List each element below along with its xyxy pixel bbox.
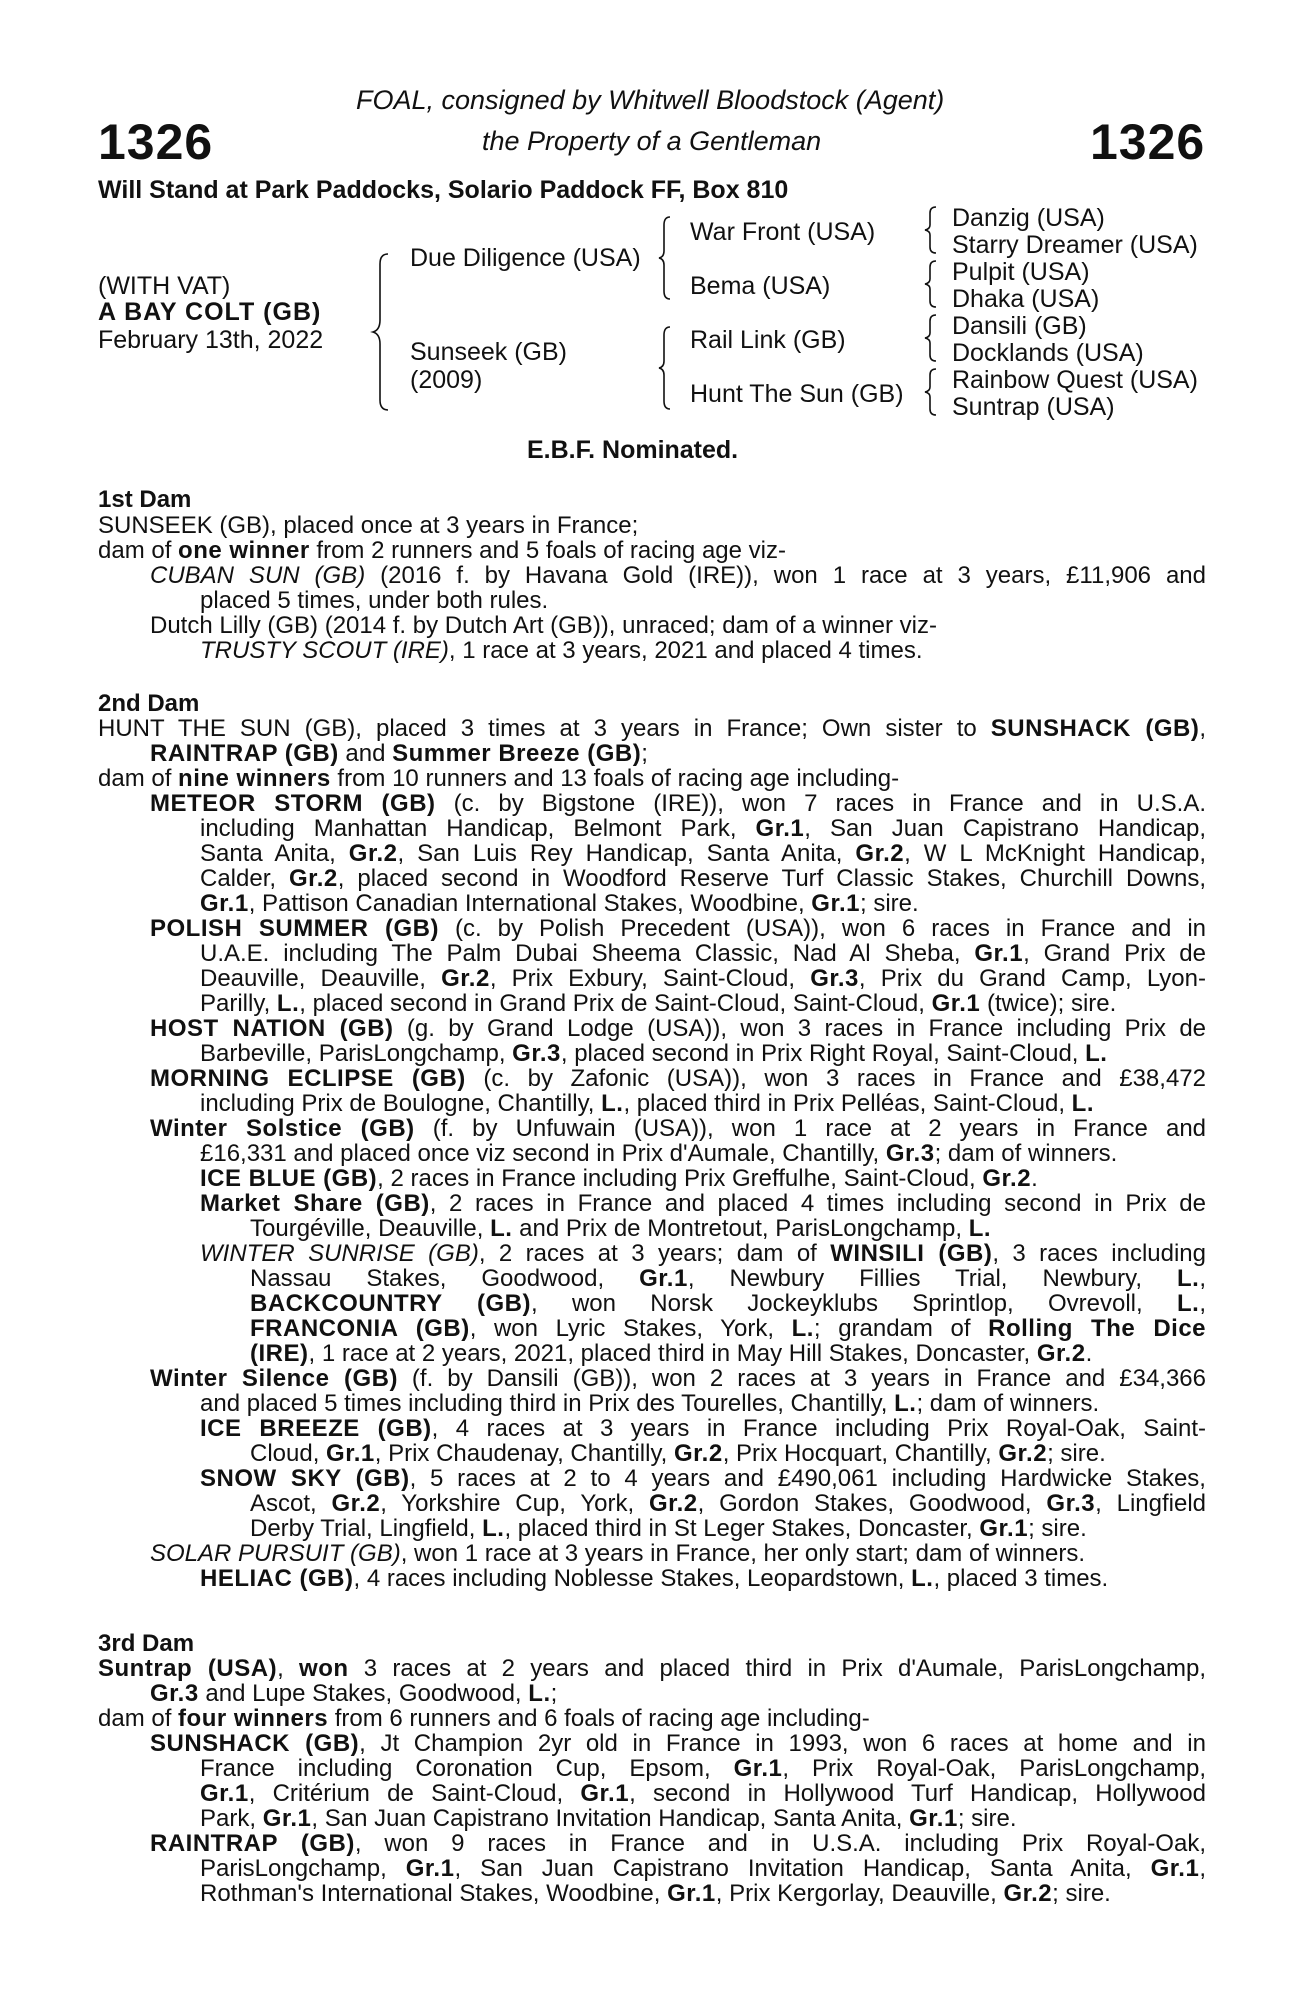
text-run: (c. by Polish Precedent (USA)), won 6 races in France and in [439,915,1207,942]
second-dam-heading: 2nd Dam [98,690,200,717]
bold-text: SNOW SKY (GB) [200,1465,410,1492]
text-run: including Manhattan Handicap, Belmont Park, [200,815,756,842]
bold-text: Gr.1 [811,890,860,917]
bold-text: Gr.1 [405,1855,455,1882]
bold-text: Gr.2 [441,965,490,992]
bold-text: Suntrap (USA) [98,1655,278,1682]
bold-text: Winter Silence (GB) [150,1365,398,1392]
text-run: , Prix Hocquart, Chantilly, [722,1440,999,1467]
text-run: , 1 race at 2 years, 2021, placed third in May Hill Stakes, Doncaster, [308,1340,1037,1367]
bold-text: won [299,1655,349,1682]
bold-text: L. [528,1680,551,1707]
text-run: , won 1 race at 3 years in France, her only start; dam of winners. [400,1540,1086,1567]
bold-text: ICE BLUE (GB) [200,1165,378,1192]
text-line [150,790,1206,818]
text-run: , Prix Chaudenay, Chantilly, [374,1440,674,1467]
text-run: , San Luis Rey Handicap, Santa Anita, [397,840,856,867]
text-line [200,1805,1017,1833]
text-run: ; [550,1680,558,1707]
bold-text: L. [791,1315,814,1342]
third-dam-heading: 3rd Dam [98,1630,195,1657]
bold-text: L. [1085,1040,1108,1067]
text-run: placed 5 times, under both rules. [200,587,549,614]
pedigree-g3-5: Dansili (GB) [952,312,1087,340]
text-run: Ascot, [250,1490,332,1517]
pedigree-g3-7: Rainbow Quest (USA) [952,366,1198,394]
text-run: (g. by Grand Lodge (USA)), won 3 races in France including Prix de [393,1015,1207,1042]
text-line [200,1565,1108,1593]
text-line [98,1655,1206,1683]
text-run: ; grandam of [813,1315,989,1342]
text-run: 3 races at 2 years and placed third in Prix d'Aumale, ParisLongchamp, [348,1655,1206,1682]
text-run: (f. by Unfuwain (USA)), won 1 race at 2 years in France and [414,1115,1207,1142]
bold-text: L. [968,1215,992,1242]
text-line [200,1780,1206,1808]
bold-text: (IRE) [250,1340,309,1367]
text-line [200,940,1206,968]
text-run: , placed third in St Leger Stakes, Doncaster, [504,1515,980,1542]
bold-text: L. [1177,1265,1200,1292]
text-run: , placed second in Grand Prix de Saint-Cloud, Saint-Cloud, [299,990,932,1017]
pedigree-dam: Sunseek (GB) [410,338,568,366]
text-run: , Lingfield [1095,1490,1207,1517]
foaling-date: February 13th, 2022 [98,326,324,354]
text-run: Rothman's International Stakes, Woodbine, [200,1880,668,1907]
bold-text: HELIAC (GB) [200,1565,354,1592]
bold-text: Gr.1 [200,890,249,917]
text-line [200,587,548,615]
bold-text: WINSILI (GB) [830,1240,993,1267]
horse-name: A BAY COLT (GB) [98,298,322,326]
text-run: Nassau Stakes, Goodwood, [250,1265,640,1292]
text-line [150,1015,1206,1043]
bold-text: RAINTRAP (GB) [150,1830,355,1857]
text-run: from 6 runners and 6 foals of racing age including- [328,1705,870,1732]
text-run: (2016 f. by Havana Gold (IRE)), won 1 race at 3 years, £11,906 and [365,562,1206,589]
text-line [200,1240,1206,1268]
text-run: , 4 races including Noblesse Stakes, Leopardstown, [353,1565,912,1592]
text-run: Barbeville, ParisLongchamp, [200,1040,513,1067]
text-run: , [277,1655,300,1682]
text-line [200,815,1206,843]
text-run: U.A.E. including The Palm Dubai Sheema Classic, Nad Al Sheba, [200,940,975,967]
bold-text: Gr.2 [982,1165,1032,1192]
bold-text: Gr.1 [909,1805,958,1832]
pedigree-g3-8: Suntrap (USA) [952,393,1115,421]
bold-text: Gr.2 [1036,1340,1086,1367]
pedigree-g3-6: Docklands (USA) [952,339,1144,367]
bold-text: one winner [178,537,310,564]
pedigree-dam-sire: Rail Link (GB) [690,326,846,354]
text-line [150,1730,1206,1758]
pedigree-g3-2: Starry Dreamer (USA) [952,231,1198,259]
bold-text: FRANCONIA (GB) [250,1315,470,1342]
text-run: ; sire. [860,890,919,917]
bold-text: Gr.3 [512,1040,561,1067]
text-line [150,915,1206,943]
text-run: , 4 races at 3 years in France including Prix Royal-Oak, Saint- [431,1415,1206,1442]
bold-text: MORNING ECLIPSE (GB) [150,1065,466,1092]
bold-text: Gr.2 [331,1490,381,1517]
text-run: Deauville, Deauville, [200,965,442,992]
ebf-nominated: E.B.F. Nominated. [527,436,739,464]
text-line [150,1065,1206,1093]
bold-text: METEOR STORM (GB) [150,790,436,817]
text-run: ; dam of winners. [934,1140,1118,1167]
bold-text: RAINTRAP (GB) [150,740,339,767]
stand-location: Will Stand at Park Paddocks, Solario Paddock FF, Box 810 [98,176,789,204]
text-line [250,1490,1206,1518]
bold-text: L. [482,1515,505,1542]
text-line [200,1190,1206,1218]
bold-text: Gr.1 [667,1880,716,1907]
text-line [250,1340,1092,1368]
text-run: from 10 runners and 13 foals of racing age including- [330,765,900,792]
text-run: SUNSEEK (GB), placed once at 3 years in France; [98,512,639,539]
pedigree-g3-4: Dhaka (USA) [952,285,1100,313]
bold-text: Gr.3 [1046,1490,1096,1517]
text-line [98,537,786,565]
text-line [200,990,1116,1018]
bold-text: Gr.2 [998,1440,1048,1467]
text-run: £16,331 and placed once viz second in Prix d'Aumale, Chantilly, [200,1140,886,1167]
text-line [200,1140,1117,1168]
bold-text: Gr.3 [810,965,859,992]
text-line [200,637,923,665]
vat-note: (WITH VAT) [98,272,231,300]
bold-text: Gr.1 [639,1265,688,1292]
text-run: , 3 races including [992,1240,1207,1267]
text-run: ; dam of winners. [916,1390,1100,1417]
text-line [98,715,1206,743]
text-line [98,1705,870,1733]
bold-text: Market Share (GB) [200,1190,430,1217]
text-run: , placed second in Woodford Reserve Turf Classic Stakes, Churchill Downs, [337,865,1206,892]
bold-text: ICE BREEZE (GB) [200,1415,432,1442]
bold-text: SUNSHACK (GB) [990,715,1200,742]
text-line [250,1290,1206,1318]
text-line [150,1680,557,1708]
bold-text: L. [911,1565,934,1592]
bold-text: Gr.1 [326,1440,375,1467]
bold-text: Gr.1 [262,1805,312,1832]
bold-text: SUNSHACK (GB) [150,1730,360,1757]
bold-text: L. [1071,1090,1094,1117]
bold-text: Summer Breeze (GB) [392,740,642,767]
bold-text: Gr.1 [931,990,981,1017]
text-line [200,1755,1206,1783]
text-run: , second in Hollywood Turf Handicap, Hollywood [629,1780,1206,1807]
bold-text: nine winners [178,765,331,792]
pedigree-dam-year: (2009) [410,366,483,394]
text-run: , Gordon Stakes, Goodwood, [697,1490,1047,1517]
text-line [250,1215,991,1243]
bold-text: Gr.1 [733,1755,783,1782]
text-run: , Prix Royal-Oak, ParisLongchamp, [782,1755,1206,1782]
text-line [150,1830,1206,1858]
italic-text: SOLAR PURSUIT (GB) [150,1540,401,1567]
text-run: , San Juan Capistrano Invitation Handicap, Santa Anita, [454,1855,1151,1882]
text-run: , won 9 races in France and in U.S.A. including Prix Royal-Oak, [354,1830,1206,1857]
text-line [150,562,1206,590]
text-run: , placed 3 times. [933,1565,1109,1592]
text-line [200,1090,1094,1118]
text-run: (c. by Zafonic (USA)), won 3 races in France and £38,472 [465,1065,1206,1092]
bold-text: Winter Solstice (GB) [150,1115,415,1142]
text-line [200,1040,1107,1068]
text-line [200,865,1206,893]
text-run: Cloud, [250,1440,327,1467]
bold-text: L. [894,1390,917,1417]
bold-text: Gr.2 [855,840,905,867]
bold-text: L. [1177,1290,1200,1317]
text-run: Santa Anita, [200,840,349,867]
text-run: , placed third in Prix Pelléas, Saint-Cloud, [623,1090,1072,1117]
bold-text: Gr.1 [1150,1855,1200,1882]
bold-text: HOST NATION (GB) [150,1015,394,1042]
bold-text: Gr.1 [755,815,805,842]
bold-text: L. [490,1215,513,1242]
first-dam-heading: 1st Dam [98,486,192,513]
bold-text: BACKCOUNTRY (GB) [250,1290,531,1317]
lot-number-right: 1326 [1090,114,1206,170]
text-run: (c. by Bigstone (IRE)), won 7 races in France and in U.S.A. [435,790,1206,817]
text-run: dam of [98,765,179,792]
text-run: ParisLongchamp, [200,1855,406,1882]
property-line: the Property of a Gentleman [482,126,822,156]
text-run: ; [641,740,648,767]
text-run: (f. by Dansili (GB)), won 2 races at 3 years in France and £34,366 [397,1365,1206,1392]
lot-number-left: 1326 [98,114,214,170]
bold-text: Gr.1 [979,1515,1029,1542]
text-run: , San Juan Capistrano Handicap, [804,815,1207,842]
text-run: and Lupe Stakes, Goodwood, [198,1680,529,1707]
text-run: (twice); sire. [980,990,1117,1017]
text-run: HUNT THE SUN (GB), placed 3 times at 3 years in France; Own sister to [98,715,991,742]
pedigree-dam-brace [656,325,674,411]
bold-text: L. [601,1090,624,1117]
text-run: ; sire. [1047,1440,1106,1467]
text-run: and placed 5 times including third in Prix des Tourelles, Chantilly, [200,1390,895,1417]
text-run: Park, [200,1805,263,1832]
text-run: dam of [98,537,179,564]
pedigree-g3-brace-2 [922,259,940,309]
text-line [200,1880,1111,1908]
bold-text: Gr.2 [348,840,398,867]
text-run: , Prix Kergorlay, Deauville, [715,1880,1004,1907]
italic-text: WINTER SUNRISE (GB) [200,1240,479,1267]
text-run: , Yorkshire Cup, York, [380,1490,649,1517]
text-run: , [1199,1855,1206,1882]
text-run: , 1 race at 3 years, 2021 and placed 4 times. [448,637,923,664]
text-run: , 2 races at 3 years; dam of [478,1240,831,1267]
text-run: Parilly, [200,990,277,1017]
text-run: , Newbury Fillies Trial, Newbury, [687,1265,1178,1292]
text-line [150,1365,1206,1393]
text-run: including Prix de Boulogne, Chantilly, [200,1090,602,1117]
pedigree-g3-brace-3 [922,313,940,363]
text-run: Dutch Lilly (GB) (2014 f. by Dutch Art (GB)), unraced; dam of a winner viz- [150,612,937,639]
text-line [200,965,1206,993]
text-run: ; sire. [1028,1515,1087,1542]
text-run: ; sire. [957,1805,1017,1832]
italic-text: TRUSTY SCOUT (IRE) [200,637,449,664]
pedigree-dam-dam: Hunt The Sun (GB) [690,380,904,408]
pedigree-main-brace [370,252,394,412]
text-line [150,612,937,640]
text-run: , won Norsk Jockeyklubs Sprintlop, Ovrevoll, [530,1290,1177,1317]
text-run: , won Lyric Stakes, York, [469,1315,792,1342]
text-line [200,1855,1206,1883]
text-line [250,1315,1206,1343]
bold-text: Gr.2 [289,865,338,892]
bold-text: Gr.1 [200,1780,249,1807]
text-run: , Jt Champion 2yr old in France in 1993, won 6 races at home and in [359,1730,1206,1757]
text-line [200,1165,1038,1193]
text-line [150,740,648,768]
bold-text: Gr.2 [1003,1880,1053,1907]
text-line [250,1440,1106,1468]
text-run: , Prix du Grand Camp, Lyon- [858,965,1206,992]
text-run: , Grand Prix de [1023,940,1206,967]
pedigree-g3-1: Danzig (USA) [952,204,1105,232]
bold-text: Gr.1 [974,940,1024,967]
pedigree-g3-brace-4 [922,367,940,417]
text-line [150,1540,1085,1568]
text-run: , San Juan Capistrano Invitation Handicap, Santa Anita, [311,1805,910,1832]
text-line [200,1390,1099,1418]
text-run: . [1085,1340,1093,1367]
bold-text: Gr.3 [150,1680,199,1707]
text-line [250,1265,1206,1293]
text-line [200,1465,1206,1493]
italic-text: CUBAN SUN (GB) [150,562,366,589]
text-run: , placed second in Prix Right Royal, Saint-Cloud, [560,1040,1086,1067]
text-run: , 2 races in France including Prix Greffulhe, Saint-Cloud, [377,1165,983,1192]
text-run: Tourgéville, Deauville, [250,1215,491,1242]
bold-text: Rolling The Dice [988,1315,1207,1342]
bold-text: Gr.1 [580,1780,630,1807]
text-line [98,512,638,540]
bold-text: Gr.2 [674,1440,723,1467]
text-run: France including Coronation Cup, Epsom, [200,1755,734,1782]
text-run: , [1199,1290,1206,1317]
consignor-line: FOAL, consigned by Whitwell Bloodstock (Agent) [356,85,945,115]
text-run: and [338,740,393,767]
pedigree-sire-sire: War Front (USA) [690,218,876,246]
text-run: , [1199,1265,1207,1292]
text-run: Derby Trial, Lingfield, [250,1515,483,1542]
text-line [200,1415,1206,1443]
text-run: , [1199,715,1206,742]
bold-text: Gr.2 [648,1490,698,1517]
pedigree-sire: Due Diligence (USA) [410,244,641,272]
bold-text: four winners [178,1705,329,1732]
text-run: . [1031,1165,1038,1192]
text-run: ; sire. [1052,1880,1111,1907]
text-line [150,1115,1206,1143]
text-run: and Prix de Montretout, ParisLongchamp, [512,1215,969,1242]
bold-text: Gr.3 [885,1140,935,1167]
text-run: , 2 races in France and placed 4 times including second in Prix de [429,1190,1206,1217]
text-run: , Pattison Canadian International Stakes, Woodbine, [248,890,812,917]
text-line [200,890,919,918]
text-run: Calder, [200,865,290,892]
text-line [250,1515,1087,1543]
pedigree-sire-dam: Bema (USA) [690,272,831,300]
text-run: dam of [98,1705,179,1732]
bold-text: POLISH SUMMER (GB) [150,915,440,942]
pedigree-sire-brace [656,215,674,301]
bold-text: L. [276,990,300,1017]
text-run: , 5 races at 2 to 4 years and £490,061 including Hardwicke Stakes, [409,1465,1206,1492]
text-run: from 2 runners and 5 foals of racing age viz- [309,537,786,564]
text-run: , Prix Exbury, Saint-Cloud, [489,965,811,992]
text-line [98,765,899,793]
text-line [200,840,1206,868]
pedigree-g3-brace-1 [922,205,940,255]
text-run: , Critérium de Saint-Cloud, [248,1780,581,1807]
pedigree-g3-3: Pulpit (USA) [952,258,1090,286]
text-run: , W L McKnight Handicap, [904,840,1207,867]
